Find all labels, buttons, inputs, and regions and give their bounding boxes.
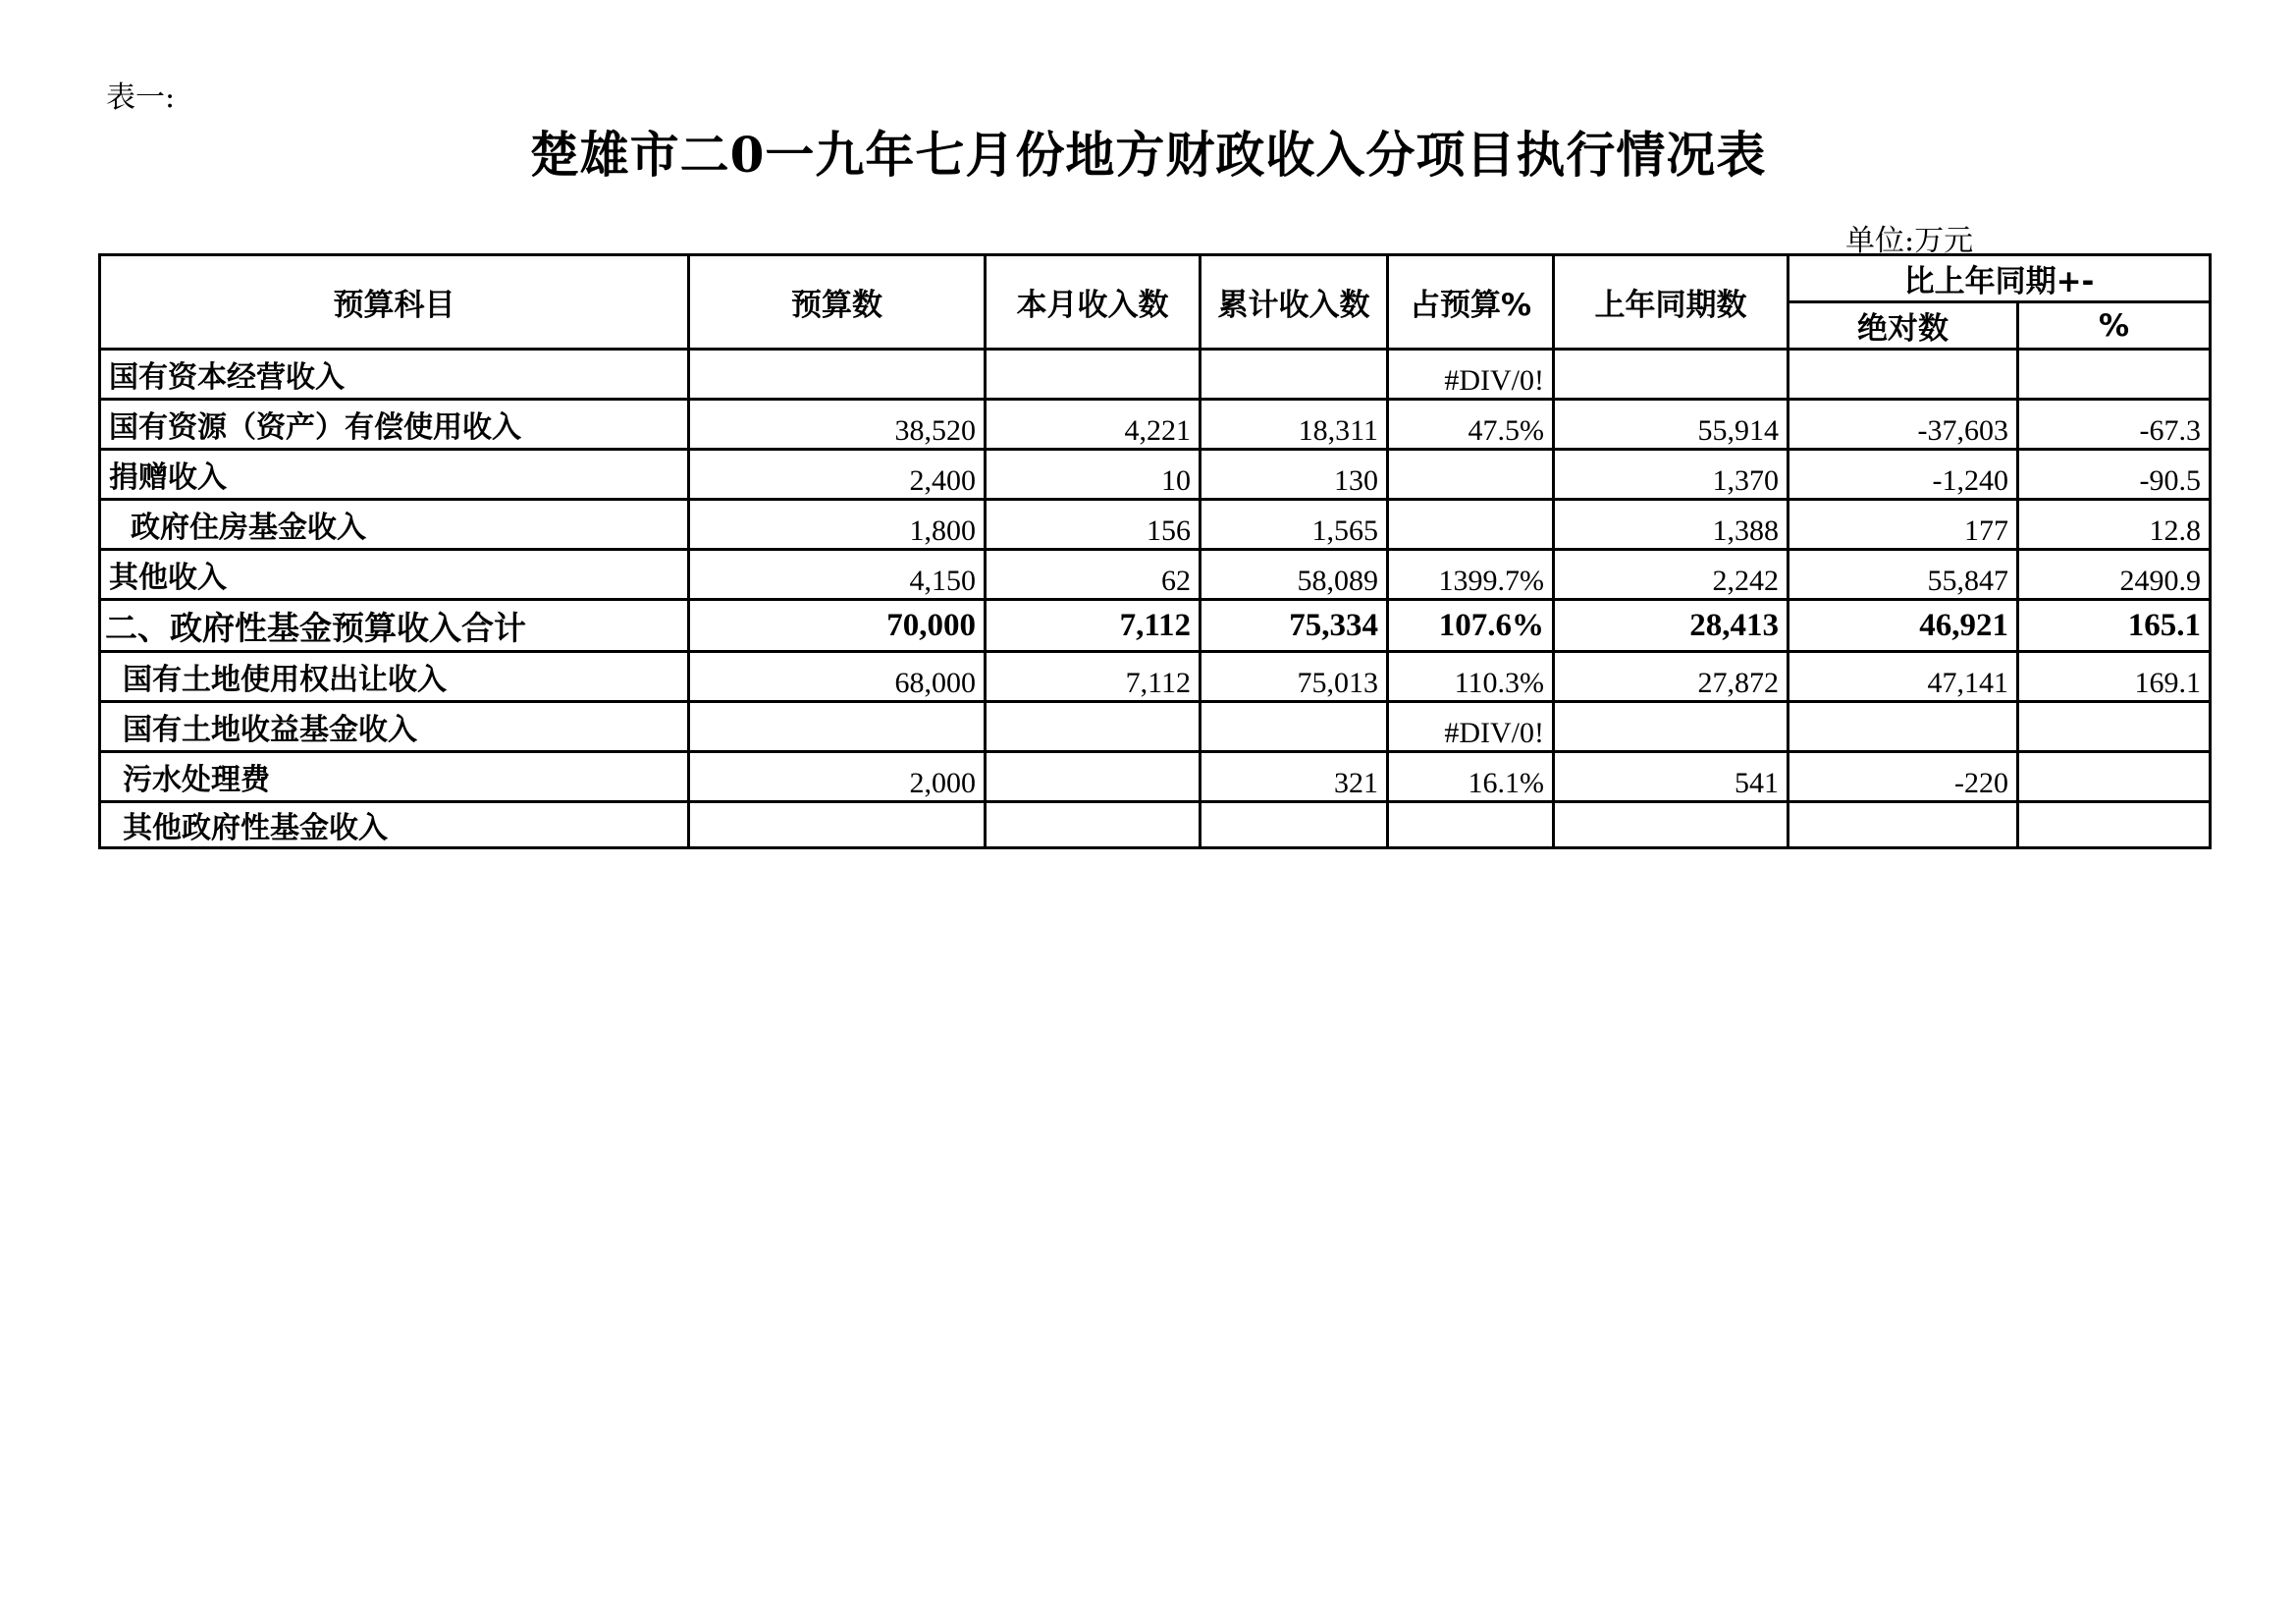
cell-cumulative: 75,013 (1201, 652, 1388, 702)
row-name: 污水处理费 (100, 752, 689, 802)
cell-pct: -67.3 (2018, 400, 2211, 450)
cell-abs: 47,141 (1789, 652, 2018, 702)
row-name: 其他政府性基金收入 (100, 802, 689, 848)
cell-budget: 4,150 (689, 550, 986, 600)
cell-month: 7,112 (986, 652, 1201, 702)
cell-month: 62 (986, 550, 1201, 600)
header-compare-group: 比上年同期+- (1789, 255, 2211, 302)
header-row (100, 255, 2211, 302)
cell-abs (1789, 702, 2018, 752)
cell-cumulative: 321 (1201, 752, 1388, 802)
row-name: 政府住房基金收入 (100, 500, 689, 550)
cell-pct-budget (1388, 450, 1554, 500)
cell-month (986, 802, 1201, 848)
row-name: 国有资本经营收入 (100, 350, 689, 400)
cell-budget: 38,520 (689, 400, 986, 450)
cell-budget (689, 350, 986, 400)
cell-last-year: 541 (1554, 752, 1789, 802)
cell-pct: 169.1 (2018, 652, 2211, 702)
cell-budget (689, 702, 986, 752)
cell-abs (1789, 350, 2018, 400)
cell-abs: 177 (1789, 500, 2018, 550)
cell-cumulative: 18,311 (1201, 400, 1388, 450)
cell-pct: 12.8 (2018, 500, 2211, 550)
header-cumulative: 累计收入数 (1201, 255, 1388, 350)
cell-pct-budget: 107.6% (1388, 600, 1554, 652)
cell-abs: 55,847 (1789, 550, 2018, 600)
cell-pct: 165.1 (2018, 600, 2211, 652)
cell-pct-budget: #DIV/0! (1388, 350, 1554, 400)
header-abs: 绝对数 (1789, 302, 2018, 350)
row-name: 国有土地收益基金收入 (100, 702, 689, 752)
cell-pct (2018, 350, 2211, 400)
cell-cumulative (1201, 350, 1388, 400)
cell-budget: 1,800 (689, 500, 986, 550)
cell-cumulative (1201, 702, 1388, 752)
page-title: 楚雄市二0一九年七月份地方财政收入分项目执行情况表 (529, 126, 1767, 184)
cell-cumulative: 58,089 (1201, 550, 1388, 600)
cell-cumulative: 75,334 (1201, 600, 1388, 652)
row-name: 国有土地使用权出让收入 (100, 652, 689, 702)
cell-last-year: 28,413 (1554, 600, 1789, 652)
cell-month: 4,221 (986, 400, 1201, 450)
cell-pct (2018, 752, 2211, 802)
header-last-year: 上年同期数 (1554, 255, 1789, 350)
cell-last-year: 1,370 (1554, 450, 1789, 500)
cell-budget: 68,000 (689, 652, 986, 702)
cell-pct-budget: 1399.7% (1388, 550, 1554, 600)
cell-pct-budget: 16.1% (1388, 752, 1554, 802)
cell-cumulative (1201, 802, 1388, 848)
cell-pct-budget: 110.3% (1388, 652, 1554, 702)
cell-month: 7,112 (986, 600, 1201, 652)
cell-cumulative: 130 (1201, 450, 1388, 500)
cell-pct-budget (1388, 802, 1554, 848)
cell-abs: 46,921 (1789, 600, 2018, 652)
header-pct: % (2018, 302, 2211, 350)
header-budget: 预算数 (689, 255, 986, 350)
cell-month (986, 702, 1201, 752)
table-row (100, 752, 2211, 802)
cell-pct: 2490.9 (2018, 550, 2211, 600)
table-row (100, 450, 2211, 500)
cell-pct-budget (1388, 500, 1554, 550)
cell-month (986, 350, 1201, 400)
cell-abs: -1,240 (1789, 450, 2018, 500)
cell-month (986, 752, 1201, 802)
table-label: 表一: (106, 81, 176, 115)
table-row (100, 400, 2211, 450)
cell-budget: 2,000 (689, 752, 986, 802)
row-name: 其他收入 (100, 550, 689, 600)
table-row-total (100, 600, 2211, 652)
cell-abs: -37,603 (1789, 400, 2018, 450)
row-name: 二、政府性基金预算收入合计 (100, 600, 689, 652)
cell-abs (1789, 802, 2018, 848)
revenue-table (98, 253, 2212, 849)
row-name: 国有资源（资产）有偿使用收入 (100, 400, 689, 450)
table-row (100, 500, 2211, 550)
header-pct-budget: 占预算% (1388, 255, 1554, 350)
cell-pct: -90.5 (2018, 450, 2211, 500)
cell-last-year (1554, 802, 1789, 848)
cell-pct (2018, 702, 2211, 752)
cell-budget (689, 802, 986, 848)
cell-last-year: 1,388 (1554, 500, 1789, 550)
table-row (100, 652, 2211, 702)
cell-abs: -220 (1789, 752, 2018, 802)
unit-label: 单位:万元 (1845, 224, 1974, 258)
cell-last-year: 2,242 (1554, 550, 1789, 600)
table-row (100, 350, 2211, 400)
table-row (100, 802, 2211, 848)
cell-budget: 70,000 (689, 600, 986, 652)
row-name: 捐赠收入 (100, 450, 689, 500)
cell-pct-budget: #DIV/0! (1388, 702, 1554, 752)
cell-cumulative: 1,565 (1201, 500, 1388, 550)
cell-last-year (1554, 702, 1789, 752)
cell-pct-budget: 47.5% (1388, 400, 1554, 450)
cell-budget: 2,400 (689, 450, 986, 500)
cell-month: 156 (986, 500, 1201, 550)
table-row (100, 702, 2211, 752)
cell-last-year: 27,872 (1554, 652, 1789, 702)
header-month: 本月收入数 (986, 255, 1201, 350)
cell-last-year: 55,914 (1554, 400, 1789, 450)
cell-pct (2018, 802, 2211, 848)
cell-last-year (1554, 350, 1789, 400)
header-subject: 预算科目 (100, 255, 689, 350)
table-row (100, 550, 2211, 600)
cell-month: 10 (986, 450, 1201, 500)
